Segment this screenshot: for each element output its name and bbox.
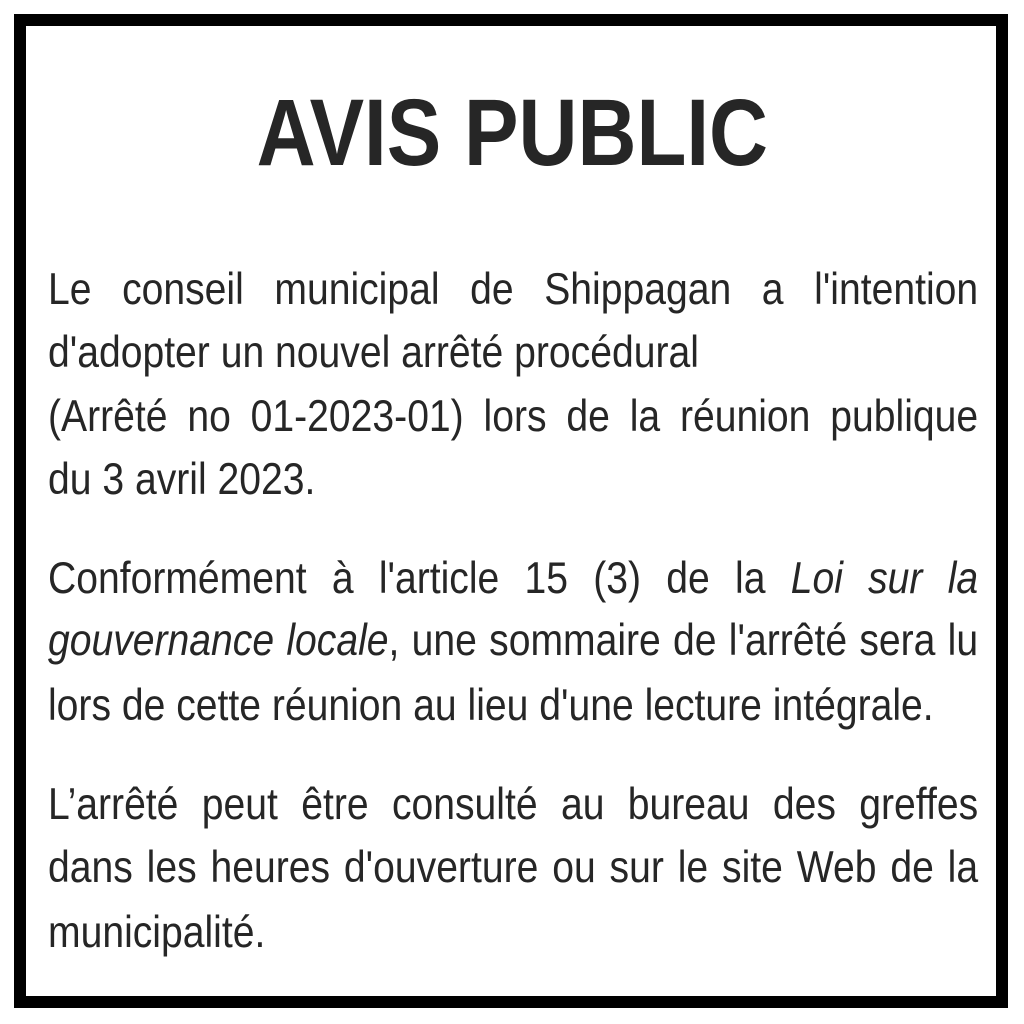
paragraph-2-line-2-text: , une sommaire de l'arrêté sera lu [388,616,979,665]
law-title-italic: Loi sur la [790,554,979,603]
paragraph-1-line-2: d'adopter un nouvel arrêté procédural [48,328,699,377]
paragraph-1-line-3: (Arrêté no 01-2023-01) lors de la réunion publique [48,392,979,441]
paragraph-1-line-1: Le conseil municipal de Shippagan a l'intention [48,265,979,314]
paragraph-2-line-1 [48,554,978,604]
paragraph-1-line-4: du 3 avril 2023. [48,455,316,504]
paragraph-2-line-1-text: Conformément à l'article 15 (3) de la [48,554,791,603]
paragraph-3-line-1: L’arrêté peut être consulté au bureau des greffes [48,780,979,829]
law-title-italic-cont: gouvernance locale [48,616,389,665]
paragraph-2-line-2 [48,616,978,666]
paragraph-3-line-3: municipalité. [48,908,266,957]
paragraph-3-line-2: dans les heures d'ouverture ou sur le site Web de la [48,843,979,892]
notice-title-text: AVIS PUBLIC [256,80,768,186]
notice-title [0,78,1024,188]
paragraph-2-line-3: lors de cette réunion au lieu d'une lecture intégrale. [48,681,934,730]
